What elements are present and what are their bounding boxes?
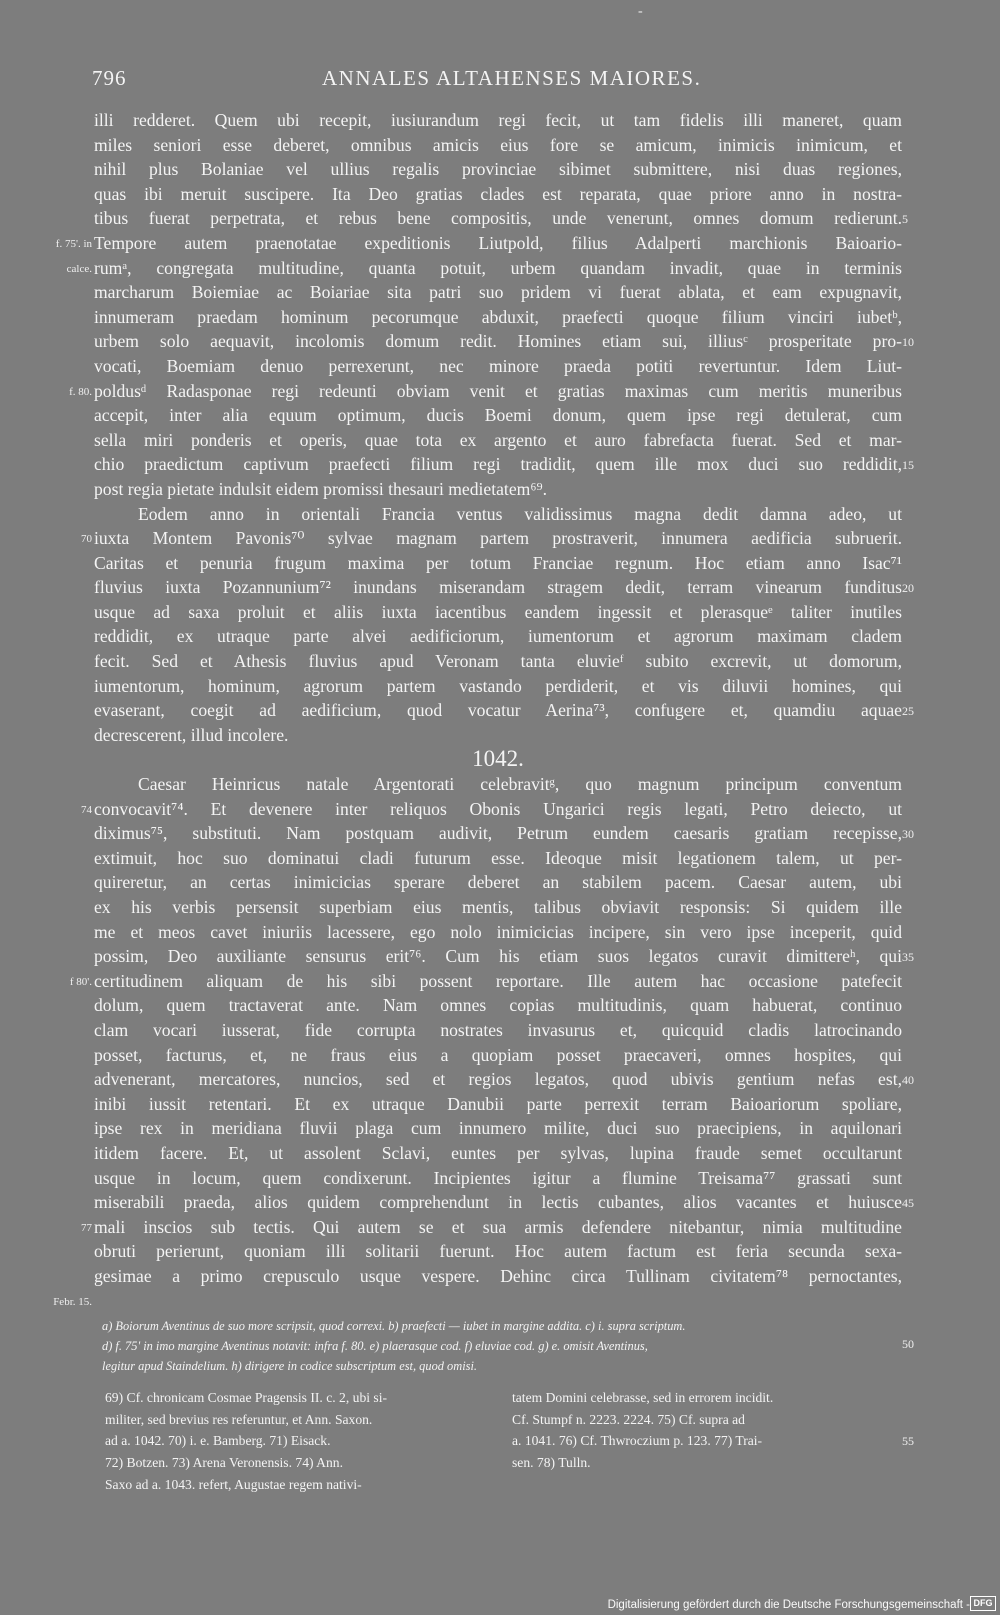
text-line: accepit, inter alia equum optimum, ducis Boemi donum, quem ipse regi detulerat, cum (94, 405, 902, 426)
text-line: rumᵃ, congregata multitudine, quanta potuit, urbem quandam invadit, quae in terminis (94, 257, 902, 278)
line-number: 45 (902, 1196, 914, 1211)
text-line: Caesar Heinricus natale Argentorati celebravitᵍ, quo magnum principum conventum (138, 774, 902, 795)
text-line: posset, facturus, et, ne fraus eius a quopiam posset praecaveri, omnes hospites, qui (94, 1044, 902, 1065)
text-line: quas ibi meruit suscipere. Ita Deo gratias clades est reparata, quae priore anno in nostra- (94, 183, 902, 204)
apparatus-line: d) f. 75' in imo margine Aventinus notavit: infra f. 80. e) plaerasque cod. f) eluviae cod. g) e. omisit Aventinus, (102, 1339, 648, 1353)
footnotes-line-number: 55 (902, 1434, 914, 1448)
footnote-line: Saxo ad a. 1043. refert, Augustae regem nativi- (105, 1476, 362, 1492)
text-line: reddidit, ex utraque parte alvei aedificiorum, iumentorum et agrorum maximam cladem (94, 626, 902, 647)
text-line: nihil plus Bolaniae vel ullius regalis provinciae sibimet submittere, nisi duas regiones, (94, 159, 902, 180)
text-line: ex his verbis persensit superbiam eius mentis, talibus obviavit responsis: Si quidem ille (94, 897, 902, 917)
footnote-line: 72) Botzen. 73) Arena Veronensis. 74) Ann. (105, 1455, 343, 1471)
text-line: advenerant, mercatores, nuncios, sed et regios legatos, quod ubivis gentium nefas est, (94, 1069, 902, 1090)
left-margin-note: calce. (66, 262, 92, 275)
running-title: ANNALES ALTAHENSES MAIORES. (322, 66, 702, 90)
text-line: dolum, quem tractaverat ante. Nam omnes copias multitudinis, quam habuerat, continuo (94, 995, 902, 1016)
line-number: 40 (902, 1073, 914, 1088)
line-number: 35 (902, 950, 914, 965)
text-line: poldusᵈ Radasponae regi redeunti obviam venit et gratias maximas cum meritis muneribus (94, 380, 902, 401)
text-line: chio praedictum captivum praefecti filium regi tradidit, quem ille mox duci suo reddidit, (94, 454, 902, 475)
text-line: clam vocari iusserat, fide corrupta nostrates invasurus et, quicquid cladis latrocinando (94, 1019, 902, 1040)
text-line: innumeram praedam hominum pecorumque abduxit, praefecti quoque filium vinciri iubetᵇ, (94, 306, 902, 327)
left-margin-note: 77 (81, 1222, 92, 1234)
text-line: Eodem anno in orientali Francia ventus validissimus magna dedit damna adeo, ut (138, 503, 902, 524)
text-line: inibi iussit retentari. Et ex utraque Danubii parte perrexit terram Baioariorum spoliare, (94, 1093, 902, 1114)
text-line: Tempore autem praenotatae expeditionis Liutpold, filius Adalperti marchionis Baioario- (94, 232, 902, 253)
left-margin-note: Febr. 15. (53, 1295, 92, 1308)
apparatus-line: a) Boiorum Aventinus de suo more scripsit, quod correxi. b) praefecti — iubet in margine addita. c) i. supra scriptum. (102, 1319, 686, 1333)
line-number: 10 (902, 335, 914, 350)
text-line: me et meos cavet iniuriis lacessere, ego nolo inimicicias incipere, sin vero ipse inceperit, quid (94, 921, 902, 942)
text-line: mali inscios sub tectis. Qui autem se et sua armis defendere nitebantur, nimia multitudine (94, 1216, 902, 1237)
text-line: fluvius iuxta Pozannunium⁷² inundans miserandam stragem dedit, terram vinearum funditus (94, 577, 902, 598)
text-line: decrescerent, illud incolere. (94, 724, 289, 745)
text-line: fecit. Sed et Athesis fluvius apud Veronam tanta eluvieᶠ subito excrevit, ut domorum, (94, 651, 902, 672)
text-line: marcharum Boiemiae ac Boiariae sita patri suo pridem vi fuerat ablata, et eam expugnavit, (94, 282, 902, 303)
text-line: gesimae a primo crepusculo usque vespere. Dehinc circa Tullinam civitatem⁷⁸ pernoctantes, (94, 1265, 902, 1286)
left-margin-note: 74 (81, 803, 92, 816)
footnote-line: Cf. Stumpf n. 2223. 2224. 75) Cf. supra ad (512, 1411, 745, 1427)
text-line: urbem solo aequavit, incolomis domum redit. Homines etiam sui, illiusᶜ prosperitate pro- (94, 331, 902, 352)
text-line: convocavit⁷⁴. Et devenere inter reliquos Obonis Ungarici regis legati, Petro deiecto, ut (94, 798, 902, 819)
apparatus-line-number: 50 (902, 1337, 914, 1351)
line-number: 20 (902, 581, 914, 596)
text-line: quireretur, an certas inimicicias sperare deberet an stabilem pacem. Caesar autem, ubi (94, 872, 902, 893)
text-line: usque in locum, quem condixerunt. Incipientes igitur a flumine Treisama⁷⁷ grassati sunt (94, 1167, 902, 1188)
line-number: 15 (902, 458, 914, 473)
text-line: possim, Deo auxiliante sensurus erit⁷⁶. Cum his etiam suos legatos curavit dimittereʰ, qui (94, 946, 902, 967)
page-number: 796 (92, 66, 127, 90)
text-line: iumentorum, hominum, agrorum partem vastando perdiderit, et vis diluvii homines, qui (94, 675, 902, 696)
text-line: usque ad saxa proluit et aliis iuxta iacentibus eandem ingessit et plerasqueᵉ taliter inutiles (94, 601, 902, 622)
left-margin-note: f. 75'. in (55, 238, 92, 250)
text-line: obruti perierunt, quoniam illi solitarii fuerunt. Hoc autem factum est feria secunda sexa- (94, 1241, 902, 1262)
left-margin-note: 70 (81, 533, 92, 546)
line-number: 30 (902, 827, 914, 842)
footnote-line: a. 1041. 76) Cf. Thwroczium p. 123. 77) Trai- (512, 1433, 763, 1449)
footnotes-right-column (512, 1387, 907, 1474)
year-heading: 1042. (472, 746, 524, 772)
text-line: vocati, Boemiam denuo perrexerunt, nec minore praeda potiti revertuntur. Idem Liut- (94, 355, 902, 376)
critical-apparatus (102, 1316, 928, 1376)
text-line: illi redderet. Quem ubi recepit, iusiurandum regi fecit, ut tam fidelis illi maneret, quam (94, 110, 902, 130)
text-line: itidem facere. Et, ut assolent Sclavi, euntes per sylvas, lupina fraude semet occultarunt (94, 1142, 902, 1163)
top-mark: - (638, 4, 643, 19)
footnote-line: tatem Domini celebrasse, sed in errorem incidit. (512, 1390, 774, 1405)
footnotes-left-column (105, 1387, 497, 1495)
text-line: ipse rex in meridiana fluvii plaga cum innumero milite, duci suo praecipiens, in aquilonari (94, 1118, 902, 1139)
left-margin-note: f 80'. (69, 976, 92, 988)
dfg-logo[interactable]: DFG (970, 1596, 996, 1611)
text-line: post regia pietate indulsit eidem promissi thesauri medietatem⁶⁹. (94, 478, 547, 499)
text-line: sella miri ponderis et operis, quae tota ex argento et auro fabrefacta fuerat. Sed et mar- (94, 429, 902, 450)
apparatus-line: legitur apud Staindelium. h) dirigere in codice subscriptum est, quod omisi. (102, 1359, 478, 1373)
text-line: tibus fuerat perpetrata, et rebus bene compositis, unde venerunt, omnes domum redierunt. (94, 208, 902, 229)
main-text (94, 108, 902, 1289)
text-line: iuxta Montem Pavonis⁷⁰ sylvae magnam partem prostraverit, innumera aedificia subruerit. (94, 528, 902, 549)
line-number: 25 (902, 704, 914, 719)
footnote-line: ad a. 1042. 70) i. e. Bamberg. 71) Eisack. (105, 1433, 331, 1449)
text-line: evaserant, coegit ad aedificium, quod vocatur Aerina⁷³, confugere et, quamdiu aquae (94, 700, 902, 721)
footnote-line: 69) Cf. chronicam Cosmae Pragensis II. c. 2, ubi si- (105, 1390, 388, 1405)
footnote-line: sen. 78) Tulln. (512, 1455, 591, 1471)
left-margin-note: f. 80. (69, 385, 92, 398)
text-line: diximus⁷⁵, substituti. Nam postquam audivit, Petrum eundem caesaris gratiam recepisse, (94, 823, 902, 844)
text-line: extimuit, hoc suo dominatui cladi futurum esse. Ideoque misit legationem talem, ut per- (94, 847, 902, 868)
footnote-line: militer, sed brevius res referuntur, et Ann. Saxon. (105, 1411, 373, 1427)
text-line: Caritas et penuria frugum maxima per totum Franciae regnum. Hoc etiam anno Isac⁷¹ (94, 552, 902, 573)
digitization-credit: Digitalisierung gefördert durch die Deutsche Forschungsgemeinschaft - (607, 1599, 970, 1611)
text-line: miserabili praeda, alios quidem comprehendunt in lectis cubantes, alios vacantes et huiusce (94, 1192, 902, 1213)
text-line: certitudinem aliquam de his sibi possent reportare. Ille autem hac occasione patefecit (94, 970, 902, 991)
line-number: 5 (902, 212, 908, 227)
text-line: miles seniori esse deberet, omnibus amicis eius fore se amicum, inimicis inimicum, et (94, 134, 902, 155)
